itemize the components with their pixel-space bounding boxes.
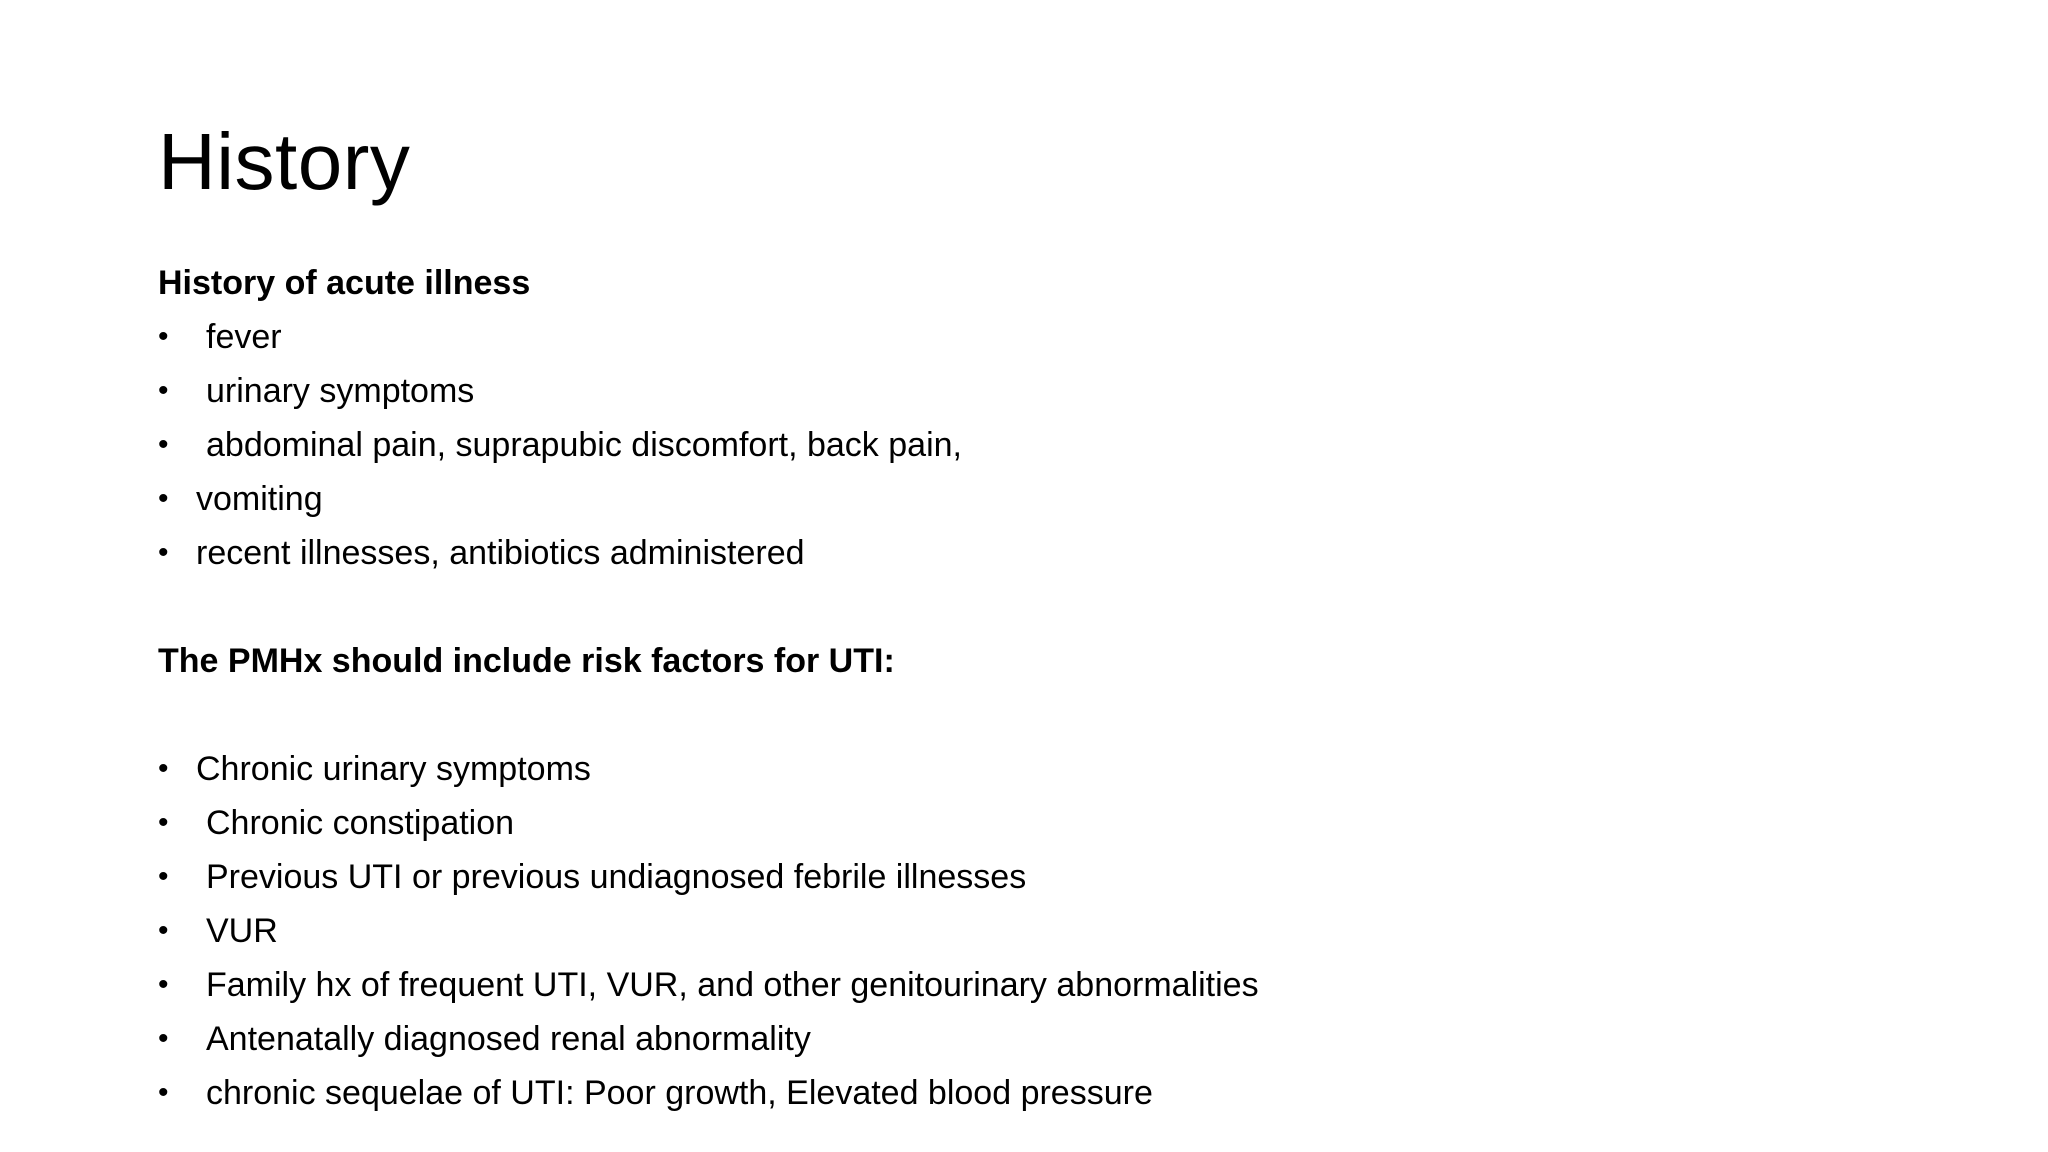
bullet-icon: •: [158, 482, 169, 515]
list-item: [158, 310, 1918, 364]
bullet-icon: •: [158, 1022, 169, 1055]
list-item: [158, 418, 1918, 472]
list-item: [158, 1012, 1918, 1066]
list-item-text: Family hx of frequent UTI, VUR, and other genitourinary abnormalities: [206, 966, 1259, 1004]
list-item: [158, 742, 1918, 796]
spacer: [158, 688, 1918, 742]
list-item-text: Chronic constipation: [206, 804, 515, 842]
list-item: [158, 850, 1918, 904]
bullet-icon: •: [158, 806, 169, 839]
list-item-text: Previous UTI or previous undiagnosed febrile illnesses: [206, 858, 1027, 896]
bullet-icon: •: [158, 428, 169, 461]
list-item: [158, 526, 1918, 580]
list-item: [158, 958, 1918, 1012]
bullet-icon: •: [158, 1076, 169, 1109]
list-item: [158, 904, 1918, 958]
slide-title: History: [158, 117, 411, 206]
acute-illness-heading: History of acute illness: [158, 264, 531, 302]
spacer: [158, 580, 1918, 634]
list-item-text: VUR: [206, 912, 278, 950]
list-item-text: chronic sequelae of UTI: Poor growth, Elevated blood pressure: [206, 1074, 1153, 1112]
list-item-text: Antenatally diagnosed renal abnormality: [206, 1020, 811, 1058]
list-item-text: Chronic urinary symptoms: [196, 750, 591, 788]
list-item: [158, 796, 1918, 850]
bullet-icon: •: [158, 536, 169, 569]
bullet-icon: •: [158, 914, 169, 947]
bullet-icon: •: [158, 968, 169, 1001]
bullet-icon: •: [158, 374, 169, 407]
list-item: [158, 472, 1918, 526]
acute-illness-list: [158, 310, 1918, 580]
bullet-icon: •: [158, 320, 169, 353]
list-item-text: vomiting: [196, 480, 323, 518]
list-item-text: urinary symptoms: [206, 372, 475, 410]
risk-factors-heading: The PMHx should include risk factors for UTI:: [158, 642, 895, 680]
list-item-text: fever: [206, 318, 282, 356]
bullet-icon: •: [158, 860, 169, 893]
list-item: [158, 1066, 1918, 1120]
list-item-text: abdominal pain, suprapubic discomfort, back pain,: [206, 426, 962, 464]
list-item: [158, 364, 1918, 418]
list-item-text: recent illnesses, antibiotics administered: [196, 534, 805, 572]
bullet-icon: •: [158, 752, 169, 785]
risk-factors-list: [158, 742, 1918, 1120]
slide-body: [158, 256, 1918, 1120]
